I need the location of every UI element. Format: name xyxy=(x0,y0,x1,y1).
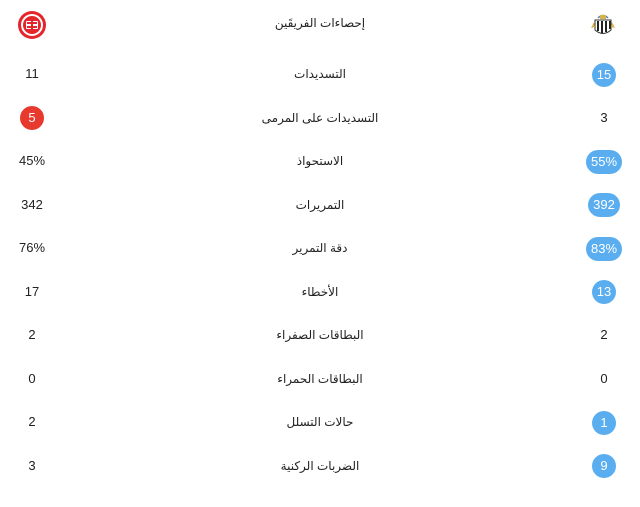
home-stat-value: 2 xyxy=(600,327,608,342)
stat-row xyxy=(0,451,640,481)
stat-row xyxy=(0,277,640,307)
stat-row xyxy=(0,103,640,133)
highlight-badge: 5 xyxy=(20,106,44,130)
away-stat-value: 3 xyxy=(28,457,36,473)
stat-row xyxy=(0,233,640,263)
home-stat-value xyxy=(574,59,634,89)
away-stat-value: 342 xyxy=(21,196,43,212)
away-stat-value: 0 xyxy=(28,370,36,386)
home-stat-value xyxy=(574,451,634,481)
highlight-badge: 1 xyxy=(592,411,616,435)
home-stat-value xyxy=(574,233,634,263)
stat-row xyxy=(0,407,640,437)
away-stat-value: 45% xyxy=(18,153,46,168)
stat-label: حالات التسلل xyxy=(286,415,354,429)
home-stat-value: 3 xyxy=(600,109,608,125)
stat-label: الضربات الركنية xyxy=(280,458,360,473)
home-stat-value xyxy=(574,277,634,307)
away-stat-value: 17 xyxy=(24,283,40,299)
home-stat-value xyxy=(574,190,634,220)
page-title: إحصاءات الفريقَين xyxy=(274,16,366,30)
brentford-crest-icon xyxy=(17,10,47,40)
away-stat-value: 2 xyxy=(28,327,36,342)
stat-row xyxy=(0,320,640,350)
stat-label: البطاقات الحمراء xyxy=(277,371,363,386)
home-stat-value xyxy=(574,146,634,176)
home-stat-value xyxy=(574,407,634,437)
home-stat-value: 0 xyxy=(600,370,608,386)
stats-header xyxy=(0,0,640,50)
stat-label: التسديدات xyxy=(294,67,346,81)
away-stat-value: 2 xyxy=(28,414,36,429)
stat-label: البطاقات الصفراء xyxy=(276,328,364,342)
highlight-badge: 392 xyxy=(588,193,620,217)
away-stat-value: 76% xyxy=(18,240,46,255)
newcastle-crest-icon xyxy=(588,10,618,40)
stat-label: الأخطاء xyxy=(301,284,339,299)
highlight-badge: 9 xyxy=(592,454,616,478)
highlight-badge: 13 xyxy=(592,280,616,304)
away-stat-value xyxy=(0,103,64,133)
highlight-badge: 55% xyxy=(586,150,622,174)
stat-row xyxy=(0,59,640,89)
stat-row xyxy=(0,146,640,176)
stat-label: التسديدات على المرمى xyxy=(261,110,379,125)
highlight-badge: 15 xyxy=(592,63,616,87)
highlight-badge: 83% xyxy=(586,237,622,261)
away-stat-value: 11 xyxy=(25,66,39,81)
stat-row xyxy=(0,190,640,220)
stat-label: التمريرات xyxy=(295,197,345,212)
stat-row xyxy=(0,364,640,394)
stat-label: الاستحواذ xyxy=(296,154,344,168)
stat-label: دقة التمرير xyxy=(292,241,348,255)
